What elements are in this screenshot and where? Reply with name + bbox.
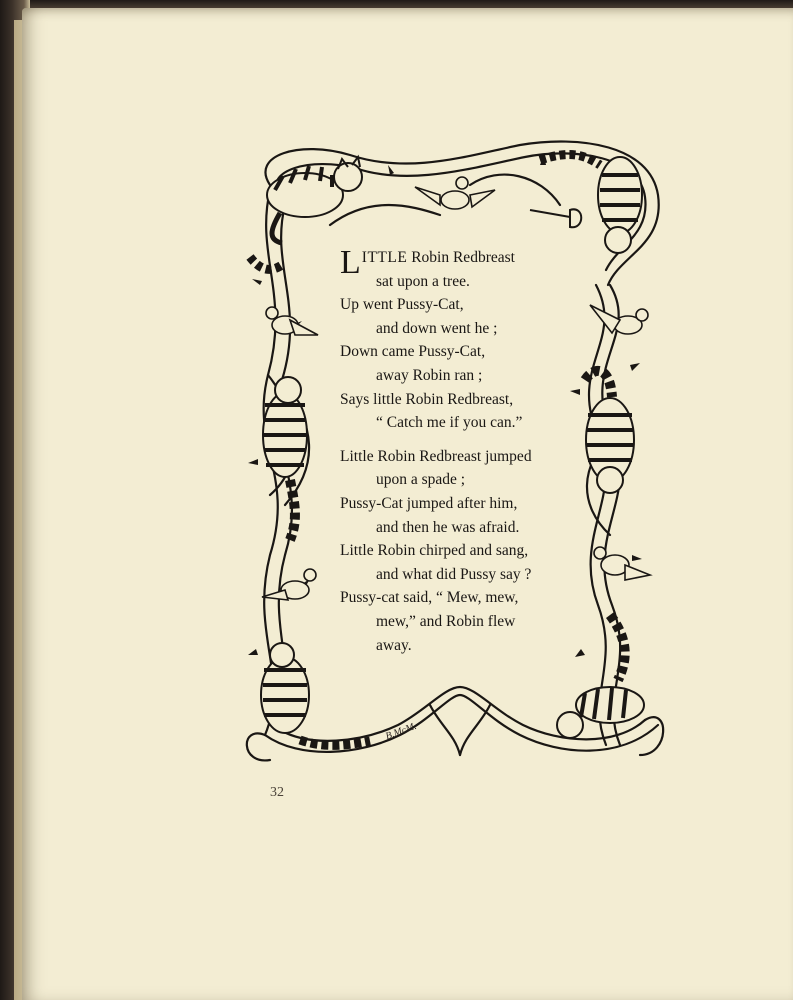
poem-stanza-2 xyxy=(340,445,580,657)
poem-line: and down went he ; xyxy=(376,319,498,337)
poem-line: Pussy-Cat jumped after him, xyxy=(340,494,518,512)
poem-line: and then he was afraid. xyxy=(376,518,520,536)
poem-line: Pussy-cat said, “ Mew, mew, xyxy=(340,589,519,607)
page-number: 32 xyxy=(270,785,284,800)
poem-line: Says little Robin Redbreast, xyxy=(340,390,514,408)
poem-line-rest: Robin Redbreast xyxy=(407,249,515,266)
robin-top-center xyxy=(415,177,495,209)
poem-text-block xyxy=(340,246,580,667)
cat-top-right-illustration xyxy=(540,155,642,253)
poem-line: mew,” and Robin flew xyxy=(376,612,516,630)
poem-line: “ Catch me if you can.” xyxy=(376,414,523,432)
robin-left-lower xyxy=(262,569,316,600)
artist-signature: B.McM. xyxy=(384,720,419,743)
cat-tail-left-upper xyxy=(250,257,282,269)
drop-cap: L xyxy=(340,244,361,281)
poem-line: Up went Pussy-Cat, xyxy=(340,296,464,314)
poem-line: away. xyxy=(376,636,412,654)
robin-left-upper xyxy=(266,307,318,335)
poem-line: Little Robin chirped and sang, xyxy=(340,542,529,560)
cat-right-middle-illustration xyxy=(585,371,634,493)
robin-right-lower xyxy=(594,547,650,580)
poem-stanza-1 xyxy=(340,246,580,435)
poem-line: upon a spade ; xyxy=(376,471,466,489)
poem-line: away Robin ran ; xyxy=(376,366,483,384)
poem-line: Down came Pussy-Cat, xyxy=(340,343,486,361)
spade-illustration xyxy=(530,209,581,227)
poem-line: Little Robin Redbreast jumped xyxy=(340,447,532,465)
poem-line: sat upon a tree. xyxy=(376,272,470,290)
cat-left-middle-illustration xyxy=(263,377,307,540)
poem-line-caps: ITTLE xyxy=(361,249,408,266)
poem-line: and what did Pussy say ? xyxy=(376,565,532,583)
